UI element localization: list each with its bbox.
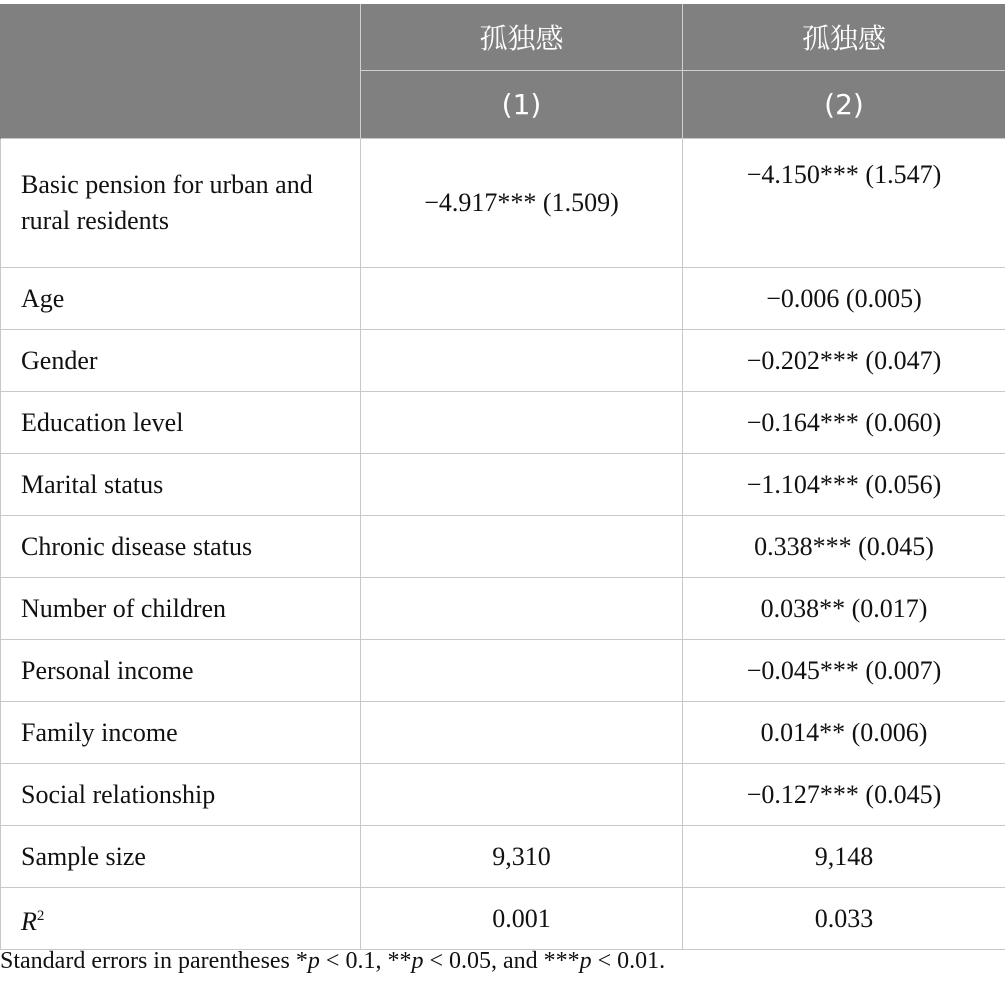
- regression-table: [0, 4, 1005, 950]
- table-row: [1, 392, 1005, 454]
- row-label: Age: [1, 268, 361, 330]
- row-label: Social relationship: [1, 764, 361, 826]
- footnote-threshold-1: < 0.1, **: [319, 948, 412, 974]
- row-col2-value: 0.014** (0.006): [683, 702, 1005, 764]
- header-col1-variable: 孤独感: [361, 4, 683, 71]
- row-col1-value: 9,310: [361, 826, 683, 888]
- table-row-r-squared: [1, 888, 1005, 950]
- row-col2-value: −4.150*** (1.547): [683, 139, 1005, 268]
- header-col2-model: (2): [683, 71, 1005, 139]
- row-col2-value: −1.104*** (0.056): [683, 454, 1005, 516]
- row-label: Marital status: [1, 454, 361, 516]
- footnote-threshold-2: < 0.05, and ***: [423, 948, 580, 974]
- row-label: Basic pension for urban and rural residents: [1, 139, 361, 268]
- table-row: [1, 764, 1005, 826]
- row-col1-value: [361, 640, 683, 702]
- footnote-threshold-3: < 0.01.: [591, 948, 666, 974]
- table-row: [1, 139, 1005, 268]
- header-col1-model: (1): [361, 71, 683, 139]
- table-row: [1, 578, 1005, 640]
- row-col1-value: [361, 578, 683, 640]
- row-col2-value: −0.006 (0.005): [683, 268, 1005, 330]
- row-col1-value: [361, 454, 683, 516]
- table-header: [1, 4, 1005, 139]
- footnote-p-symbol: p: [411, 948, 424, 974]
- row-col1-value: 0.001: [361, 888, 683, 950]
- row-label: [1, 888, 361, 950]
- row-label: Education level: [1, 392, 361, 454]
- row-label: Personal income: [1, 640, 361, 702]
- header-col2-variable: 孤独感: [683, 4, 1005, 71]
- row-col1-value: [361, 702, 683, 764]
- footnote-p-symbol: p: [307, 948, 320, 974]
- header-blank-cell: [1, 4, 361, 139]
- row-col1-value: −4.917*** (1.509): [361, 139, 683, 268]
- row-label: Family income: [1, 702, 361, 764]
- row-col2-value: −0.127*** (0.045): [683, 764, 1005, 826]
- row-col2-value: −0.202*** (0.047): [683, 330, 1005, 392]
- row-col1-value: [361, 392, 683, 454]
- table-row: [1, 330, 1005, 392]
- table-row: [1, 516, 1005, 578]
- row-col2-value: −0.045*** (0.007): [683, 640, 1005, 702]
- table-row: [1, 826, 1005, 888]
- row-col2-value: 0.338*** (0.045): [683, 516, 1005, 578]
- row-label: Sample size: [1, 826, 361, 888]
- table-row: [1, 640, 1005, 702]
- row-col2-value: 0.038** (0.017): [683, 578, 1005, 640]
- row-label: Number of children: [1, 578, 361, 640]
- table-footnote: [0, 948, 665, 975]
- r-squared-symbol: R: [21, 906, 37, 936]
- row-col1-value: [361, 268, 683, 330]
- table-row: [1, 454, 1005, 516]
- footnote-prefix: Standard errors in parentheses *: [0, 948, 308, 974]
- row-col2-value: 0.033: [683, 888, 1005, 950]
- footnote-p-symbol: p: [579, 948, 592, 974]
- row-label: Chronic disease status: [1, 516, 361, 578]
- row-col1-value: [361, 330, 683, 392]
- row-label: Gender: [1, 330, 361, 392]
- r-squared-exponent: 2: [36, 907, 45, 924]
- row-col1-value: [361, 516, 683, 578]
- row-col1-value: [361, 764, 683, 826]
- table-row: [1, 268, 1005, 330]
- table-row: [1, 702, 1005, 764]
- row-col2-value: −0.164*** (0.060): [683, 392, 1005, 454]
- row-col2-value: 9,148: [683, 826, 1005, 888]
